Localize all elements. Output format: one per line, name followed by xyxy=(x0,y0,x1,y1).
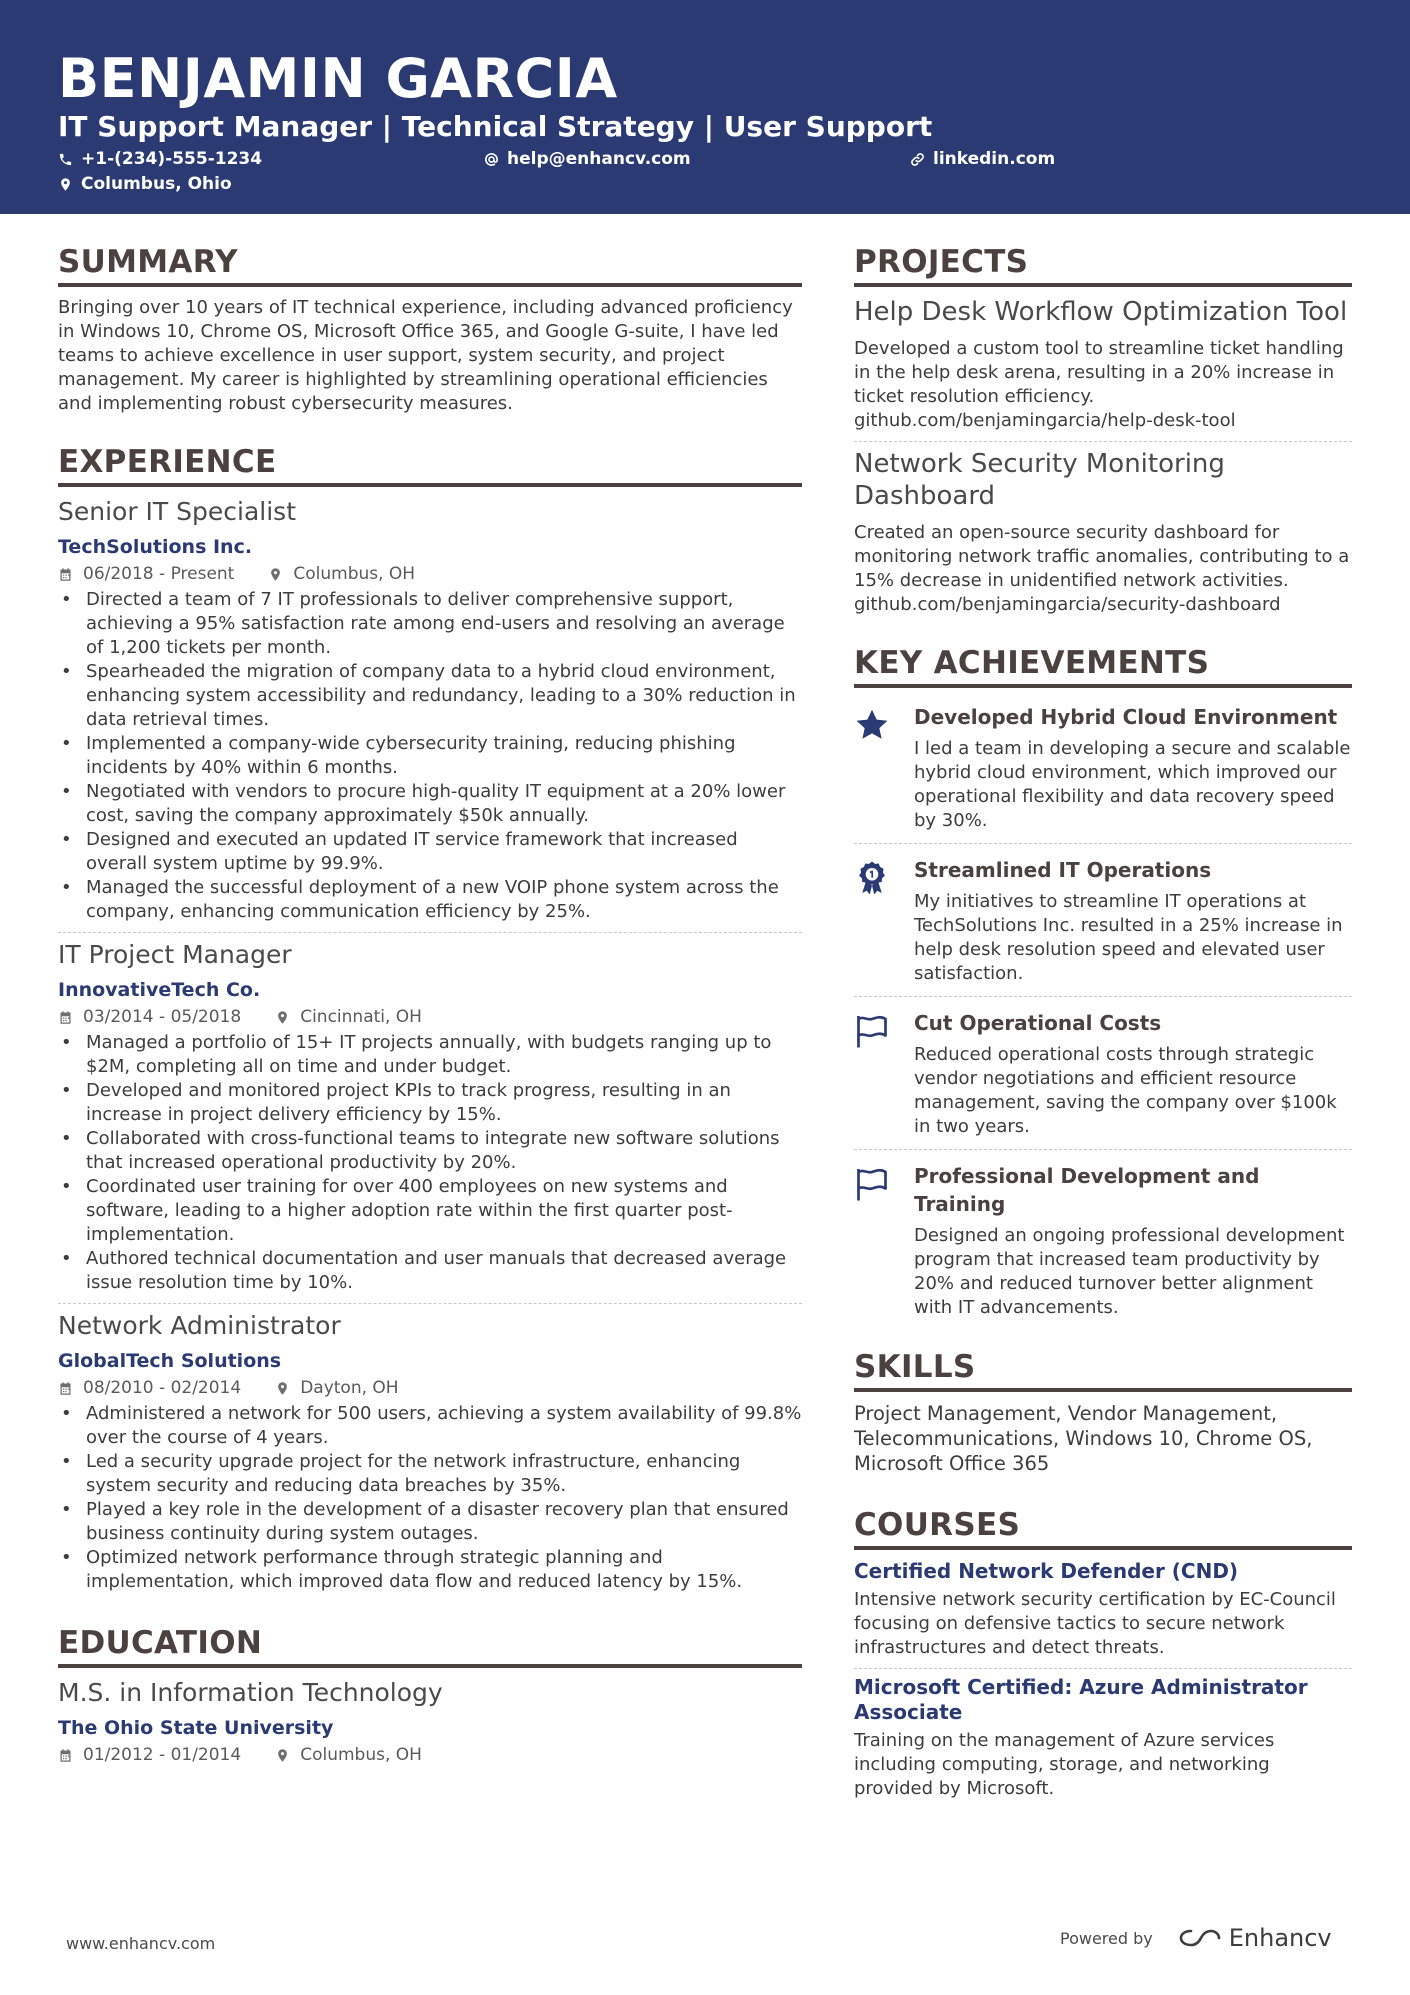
job-title: IT Project Manager xyxy=(58,940,292,969)
achievement-description: I led a team in developing a secure and scalable hybrid cloud environment, which improved our operational flexibility and data recovery speed by 30%. xyxy=(914,738,1351,831)
right-column xyxy=(854,243,1352,1801)
location-pin-icon xyxy=(275,1381,290,1396)
bullet-item: • Developed and monitored project KPIs to track progress, resulting in an increase in project delivery efficiency by 15%. xyxy=(58,1079,802,1127)
job-meta xyxy=(58,1006,802,1028)
education-section xyxy=(58,1624,802,1766)
bullet-item: • Managed the successful deployment of a new VOIP phone system across the company, enhancing communication efficiency by 25%. xyxy=(58,876,802,924)
job-dates: 08/2010 - 02/2014 xyxy=(83,1378,242,1398)
divider xyxy=(854,441,1352,442)
divider xyxy=(854,996,1352,997)
experience-heading: EXPERIENCE xyxy=(58,443,802,487)
course-description: Intensive network security certification by EC-Council focusing on defensive tactics to secure network infrastructures and detect threats. xyxy=(854,1589,1336,1658)
achievement-entry xyxy=(854,850,1352,988)
achievement-description: Reduced operational costs through strategic vendor negotiations and efficient resource management, saving the company over $100k in two years. xyxy=(914,1044,1337,1137)
project-title: Help Desk Workflow Optimization Tool xyxy=(854,297,1348,327)
company-name: InnovativeTech Co. xyxy=(58,979,261,1001)
location-pin-icon xyxy=(275,1010,290,1025)
bullet-item: • Designed and executed an updated IT service framework that increased overall system uptime by 99.9%. xyxy=(58,828,802,876)
project-link[interactable]: github.com/benjamingarcia/help-desk-tool xyxy=(854,410,1236,431)
bullet-item: • Managed a portfolio of 15+ IT projects annually, with budgets ranging up to $2M, completing all on time and under budget. xyxy=(58,1031,802,1079)
location-pin-icon xyxy=(58,177,73,192)
achievements-heading: KEY ACHIEVEMENTS xyxy=(854,644,1352,688)
candidate-name: BENJAMIN GARCIA xyxy=(58,47,618,110)
job-entry xyxy=(58,939,802,1295)
calendar-icon xyxy=(58,1010,73,1025)
education-location xyxy=(275,1744,422,1766)
job-entry xyxy=(58,496,802,924)
education-location-text: Columbus, OH xyxy=(300,1745,422,1765)
company-name: GlobalTech Solutions xyxy=(58,1350,282,1372)
project-title: Network Security Monitoring Dashboard xyxy=(854,449,1225,511)
summary-heading: SUMMARY xyxy=(58,243,802,287)
summary-text: Bringing over 10 years of IT technical experience, including advanced proficiency in Windows 10, Chrome OS, Microsoft Office 365, and Google G-suite, I have led teams to achieve excellence in user support, system security, and project management. My career is highlighted by streamlining operational efficiencies and implementing robust cybersecurity measures. xyxy=(58,297,793,414)
left-column xyxy=(58,243,802,1766)
phone-icon xyxy=(58,152,73,167)
achievement-entry xyxy=(854,1156,1352,1322)
course-title: Microsoft Certified: Azure Administrator Associate xyxy=(854,1675,1308,1724)
bullet-item: • Collaborated with cross-functional teams to integrate new software solutions that increased operational productivity by 20%. xyxy=(58,1127,802,1175)
course-entry xyxy=(854,1675,1352,1801)
bullet-item: • Authored technical documentation and user manuals that decreased average issue resolution time by 10%. xyxy=(58,1247,802,1295)
achievement-entry xyxy=(854,1003,1352,1141)
brand-name: Enhancv xyxy=(1228,1924,1332,1952)
course-title: Certified Network Defender (CND) xyxy=(854,1559,1239,1583)
project-entry xyxy=(854,296,1352,433)
course-description: Training on the management of Azure services including computing, storage, and networking provided by Microsoft. xyxy=(854,1730,1275,1799)
degree-title: M.S. in Information Technology xyxy=(58,1678,443,1707)
projects-heading: PROJECTS xyxy=(854,243,1352,287)
course-entry xyxy=(854,1559,1352,1660)
company-name: TechSolutions Inc. xyxy=(58,536,253,558)
location-pin-icon xyxy=(268,567,283,582)
bullet-item: • Played a key role in the development of a disaster recovery plan that ensured business continuity during system outages. xyxy=(58,1498,802,1546)
bullet-item: • Directed a team of 7 IT professionals to deliver comprehensive support, achieving a 95% satisfaction rate among end-users and resolving an average of 1,200 tickets per month. xyxy=(58,588,802,660)
location-text: Columbus, Ohio xyxy=(81,174,232,194)
contact-linkedin[interactable] xyxy=(910,148,1055,170)
bullet-item: • Implemented a company-wide cybersecurity training, reducing phishing incidents by 40% within 6 months. xyxy=(58,732,802,780)
school-name: The Ohio State University xyxy=(58,1717,334,1739)
footer-website[interactable]: www.enhancv.com xyxy=(66,1934,216,1953)
calendar-icon xyxy=(58,567,73,582)
education-dates: 01/2012 - 01/2014 xyxy=(83,1745,242,1765)
achievement-title: Professional Development and Training xyxy=(914,1164,1260,1216)
job-dates: 06/2018 - Present xyxy=(83,564,235,584)
header-banner xyxy=(0,0,1410,214)
bullet-item: • Negotiated with vendors to procure high-quality IT equipment at a 20% lower cost, saving the company approximately $50k annually. xyxy=(58,780,802,828)
calendar-icon xyxy=(58,1381,73,1396)
job-bullets xyxy=(58,1031,802,1295)
courses-section xyxy=(854,1506,1352,1801)
achievement-description: My initiatives to streamline IT operations at TechSolutions Inc. resulted in a 25% increase in help desk resolution speed and elevated user satisfaction. xyxy=(914,891,1343,984)
job-location-text: Cincinnati, OH xyxy=(300,1007,422,1027)
at-icon xyxy=(484,152,499,167)
candidate-title: IT Support Manager | Technical Strategy | User Support xyxy=(58,110,933,143)
star-icon xyxy=(854,703,914,833)
achievement-entry xyxy=(854,697,1352,835)
bullet-item: • Led a security upgrade project for the network infrastructure, enhancing system security and reducing data breaches by 35%. xyxy=(58,1450,802,1498)
skills-heading: SKILLS xyxy=(854,1348,1352,1392)
job-location-text: Dayton, OH xyxy=(300,1378,399,1398)
summary-section xyxy=(58,243,802,416)
projects-section xyxy=(854,243,1352,617)
achievement-title: Cut Operational Costs xyxy=(914,1011,1162,1035)
phone-text: +1-(234)-555-1234 xyxy=(81,149,263,169)
divider xyxy=(58,932,802,933)
footer-branding[interactable] xyxy=(1060,1924,1332,1952)
flag-icon xyxy=(854,1009,914,1139)
divider xyxy=(854,1668,1352,1669)
achievement-title: Streamlined IT Operations xyxy=(914,858,1212,882)
bullet-item: • Optimized network performance through strategic planning and implementation, which improved data flow and reduced latency by 15%. xyxy=(58,1546,802,1594)
job-title: Senior IT Specialist xyxy=(58,497,297,526)
powered-by-label: Powered by xyxy=(1060,1928,1153,1948)
calendar-icon xyxy=(58,1748,73,1763)
contact-location xyxy=(58,173,232,195)
job-location xyxy=(268,563,415,585)
job-meta xyxy=(58,1377,802,1399)
job-bullets xyxy=(58,588,802,924)
contact-phone[interactable] xyxy=(58,148,262,170)
project-description: Developed a custom tool to streamline ticket handling in the help desk arena, resulting in a 20% increase in ticket resolution efficiency. xyxy=(854,338,1344,407)
achievement-title: Developed Hybrid Cloud Environment xyxy=(914,705,1338,729)
job-location xyxy=(275,1377,398,1399)
job-dates: 03/2014 - 05/2018 xyxy=(83,1007,242,1027)
experience-section xyxy=(58,443,802,1594)
skills-text: Project Management, Vendor Management, Telecommunications, Windows 10, Chrome OS, Microsoft Office 365 xyxy=(854,1402,1313,1475)
enhancv-logo-icon xyxy=(1177,1925,1223,1951)
job-entry xyxy=(58,1310,802,1594)
bullet-item: • Spearheaded the migration of company data to a hybrid cloud environment, enhancing system accessibility and redundancy, leading to a 30% reduction in data retrieval times. xyxy=(58,660,802,732)
project-link[interactable]: github.com/benjamingarcia/security-dashboard xyxy=(854,594,1281,615)
job-location-text: Columbus, OH xyxy=(293,564,416,584)
location-pin-icon xyxy=(275,1748,290,1763)
contact-email[interactable] xyxy=(484,148,691,170)
divider xyxy=(854,1149,1352,1150)
job-bullets xyxy=(58,1402,802,1594)
courses-heading: COURSES xyxy=(854,1506,1352,1550)
job-title: Network Administrator xyxy=(58,1311,341,1340)
achievements-section xyxy=(854,644,1352,1322)
job-meta xyxy=(58,563,802,585)
job-location xyxy=(275,1006,422,1028)
skills-section xyxy=(854,1348,1352,1476)
education-meta xyxy=(58,1744,802,1766)
link-icon xyxy=(910,152,925,167)
bullet-item: • Administered a network for 500 users, achieving a system availability of 99.8% over the course of 4 years. xyxy=(58,1402,802,1450)
achievement-description: Designed an ongoing professional development program that increased team productivity by 20% and reduced turnover better alignment with IT advancements. xyxy=(914,1225,1345,1318)
divider xyxy=(58,1303,802,1304)
bullet-item: • Coordinated user training for over 400 employees on new systems and software, leading to a higher adoption rate within the first quarter post-implementation. xyxy=(58,1175,802,1247)
linkedin-text: linkedin.com xyxy=(933,149,1056,169)
education-heading: EDUCATION xyxy=(58,1624,802,1668)
award-icon xyxy=(854,856,914,986)
project-entry xyxy=(854,448,1352,617)
email-text: help@enhancv.com xyxy=(507,149,691,169)
project-description: Created an open-source security dashboard for monitoring network traffic anomalies, contributing to a 15% decrease in unidentified network activities. xyxy=(854,522,1350,591)
divider xyxy=(854,843,1352,844)
flag-icon xyxy=(854,1162,914,1320)
